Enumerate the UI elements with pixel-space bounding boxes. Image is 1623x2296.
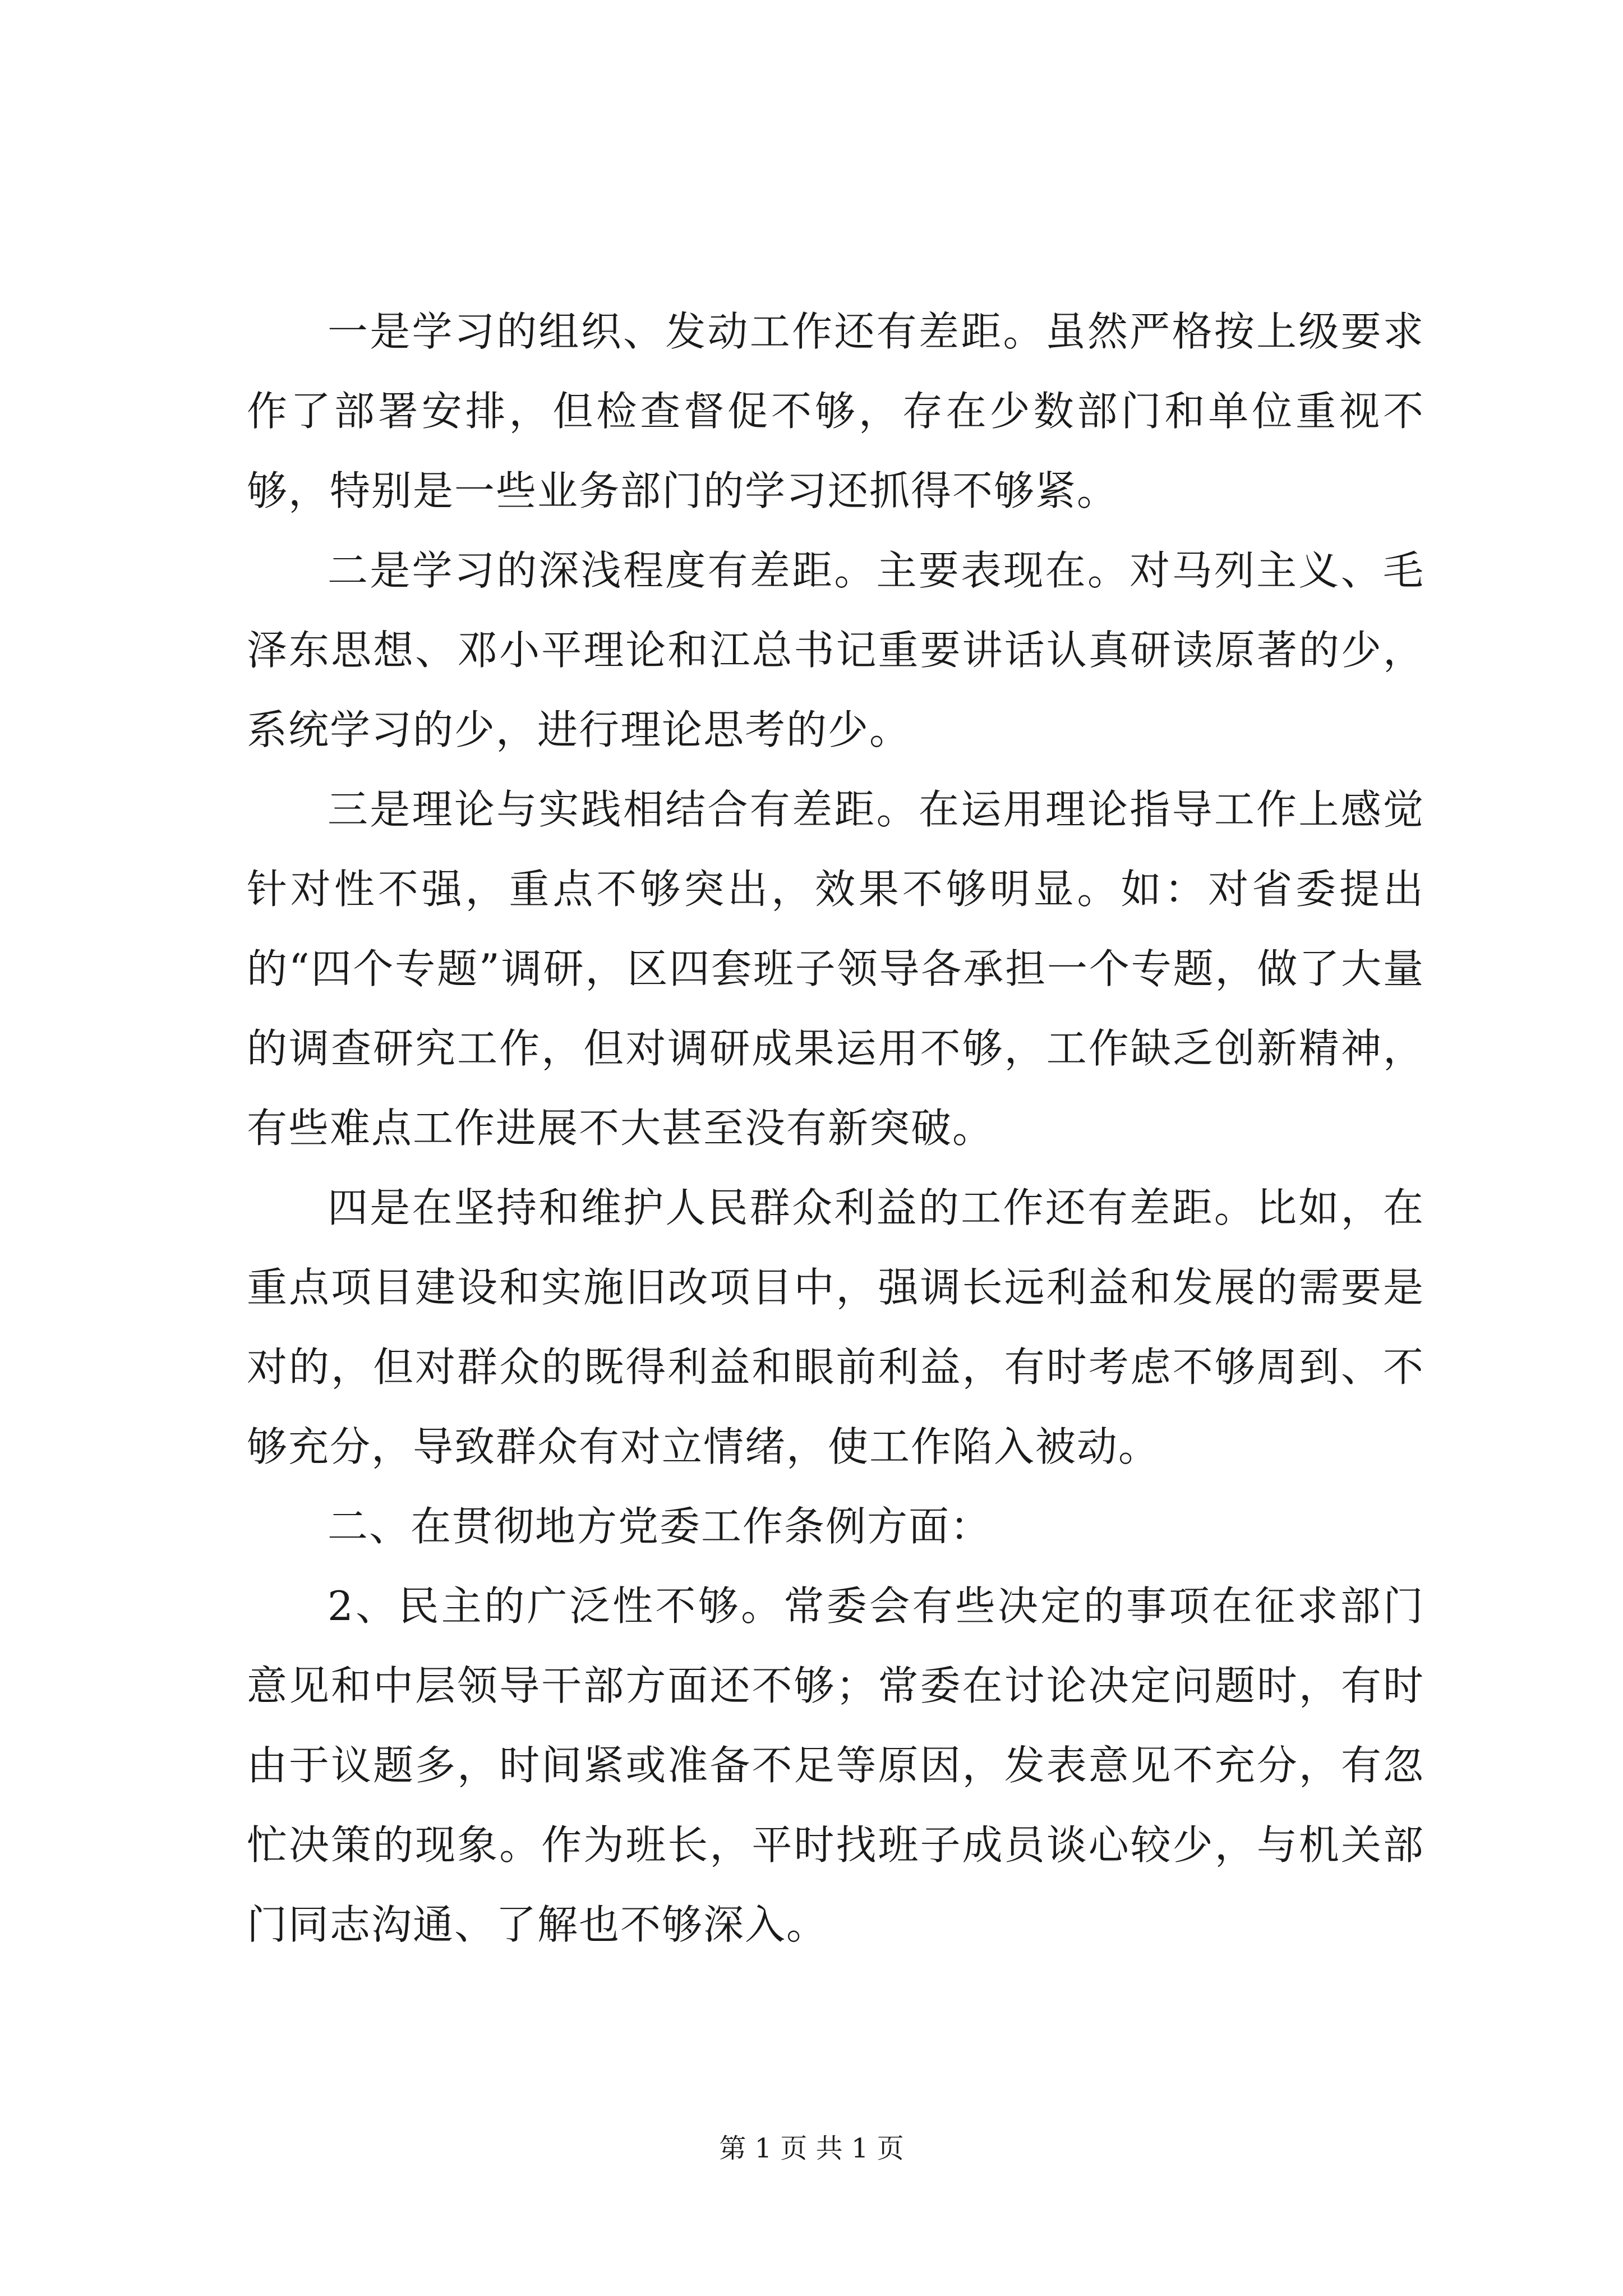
paragraph-1: 一是学习的组织、发动工作还有差距。虽然严格按上级要求作了部署安排，但检查督促不够，存在少数部门和单位重视不够，特别是一些业务部门的学习还抓得不够紧。 (247, 308, 1424, 514)
paragraph-5: 2、民主的广泛性不够。常委会有些决定的事项在征求部门意见和中层领导干部方面还不够；常委在讨论决定问题时，有时由于议题多，时间紧或准备不足等原因，发表意见不充分，有忽忙决策的现象。作为班长，平时找班子成员谈心较少，与机关部门同志沟通、了解也不够深入。 (247, 1582, 1424, 1948)
page-footer (0, 2132, 1623, 2165)
page-number-label: 第 1 页 共 1 页 (719, 2133, 904, 2164)
section-heading: 二、在贯彻地方党委工作条例方面： (328, 1503, 992, 1550)
document-body (247, 292, 1424, 1964)
paragraph-2: 二是学习的深浅程度有差距。主要表现在。对马列主义、毛泽东思想、邓小平理论和江总书记重要讲话认真研读原著的少，系统学习的少，进行理论思考的少。 (247, 547, 1424, 753)
paragraph-4: 四是在坚持和维护人民群众利益的工作还有差距。比如，在重点项目建设和实施旧改项目中，强调长远利益和发展的需要是对的，但对群众的既得利益和眼前利益，有时考虑不够周到、不够充分，导致群众有对立情绪，使工作陷入被动。 (247, 1184, 1424, 1470)
paragraph-3: 三是理论与实践相结合有差距。在运用理论指导工作上感觉针对性不强，重点不够突出，效果不够明显。如：对省委提出的“四个专题”调研，区四套班子领导各承担一个专题，做了大量的调查研究工作，但对调研成果运用不够，工作缺乏创新精神，有些难点工作进展不大甚至没有新突破。 (247, 786, 1424, 1152)
